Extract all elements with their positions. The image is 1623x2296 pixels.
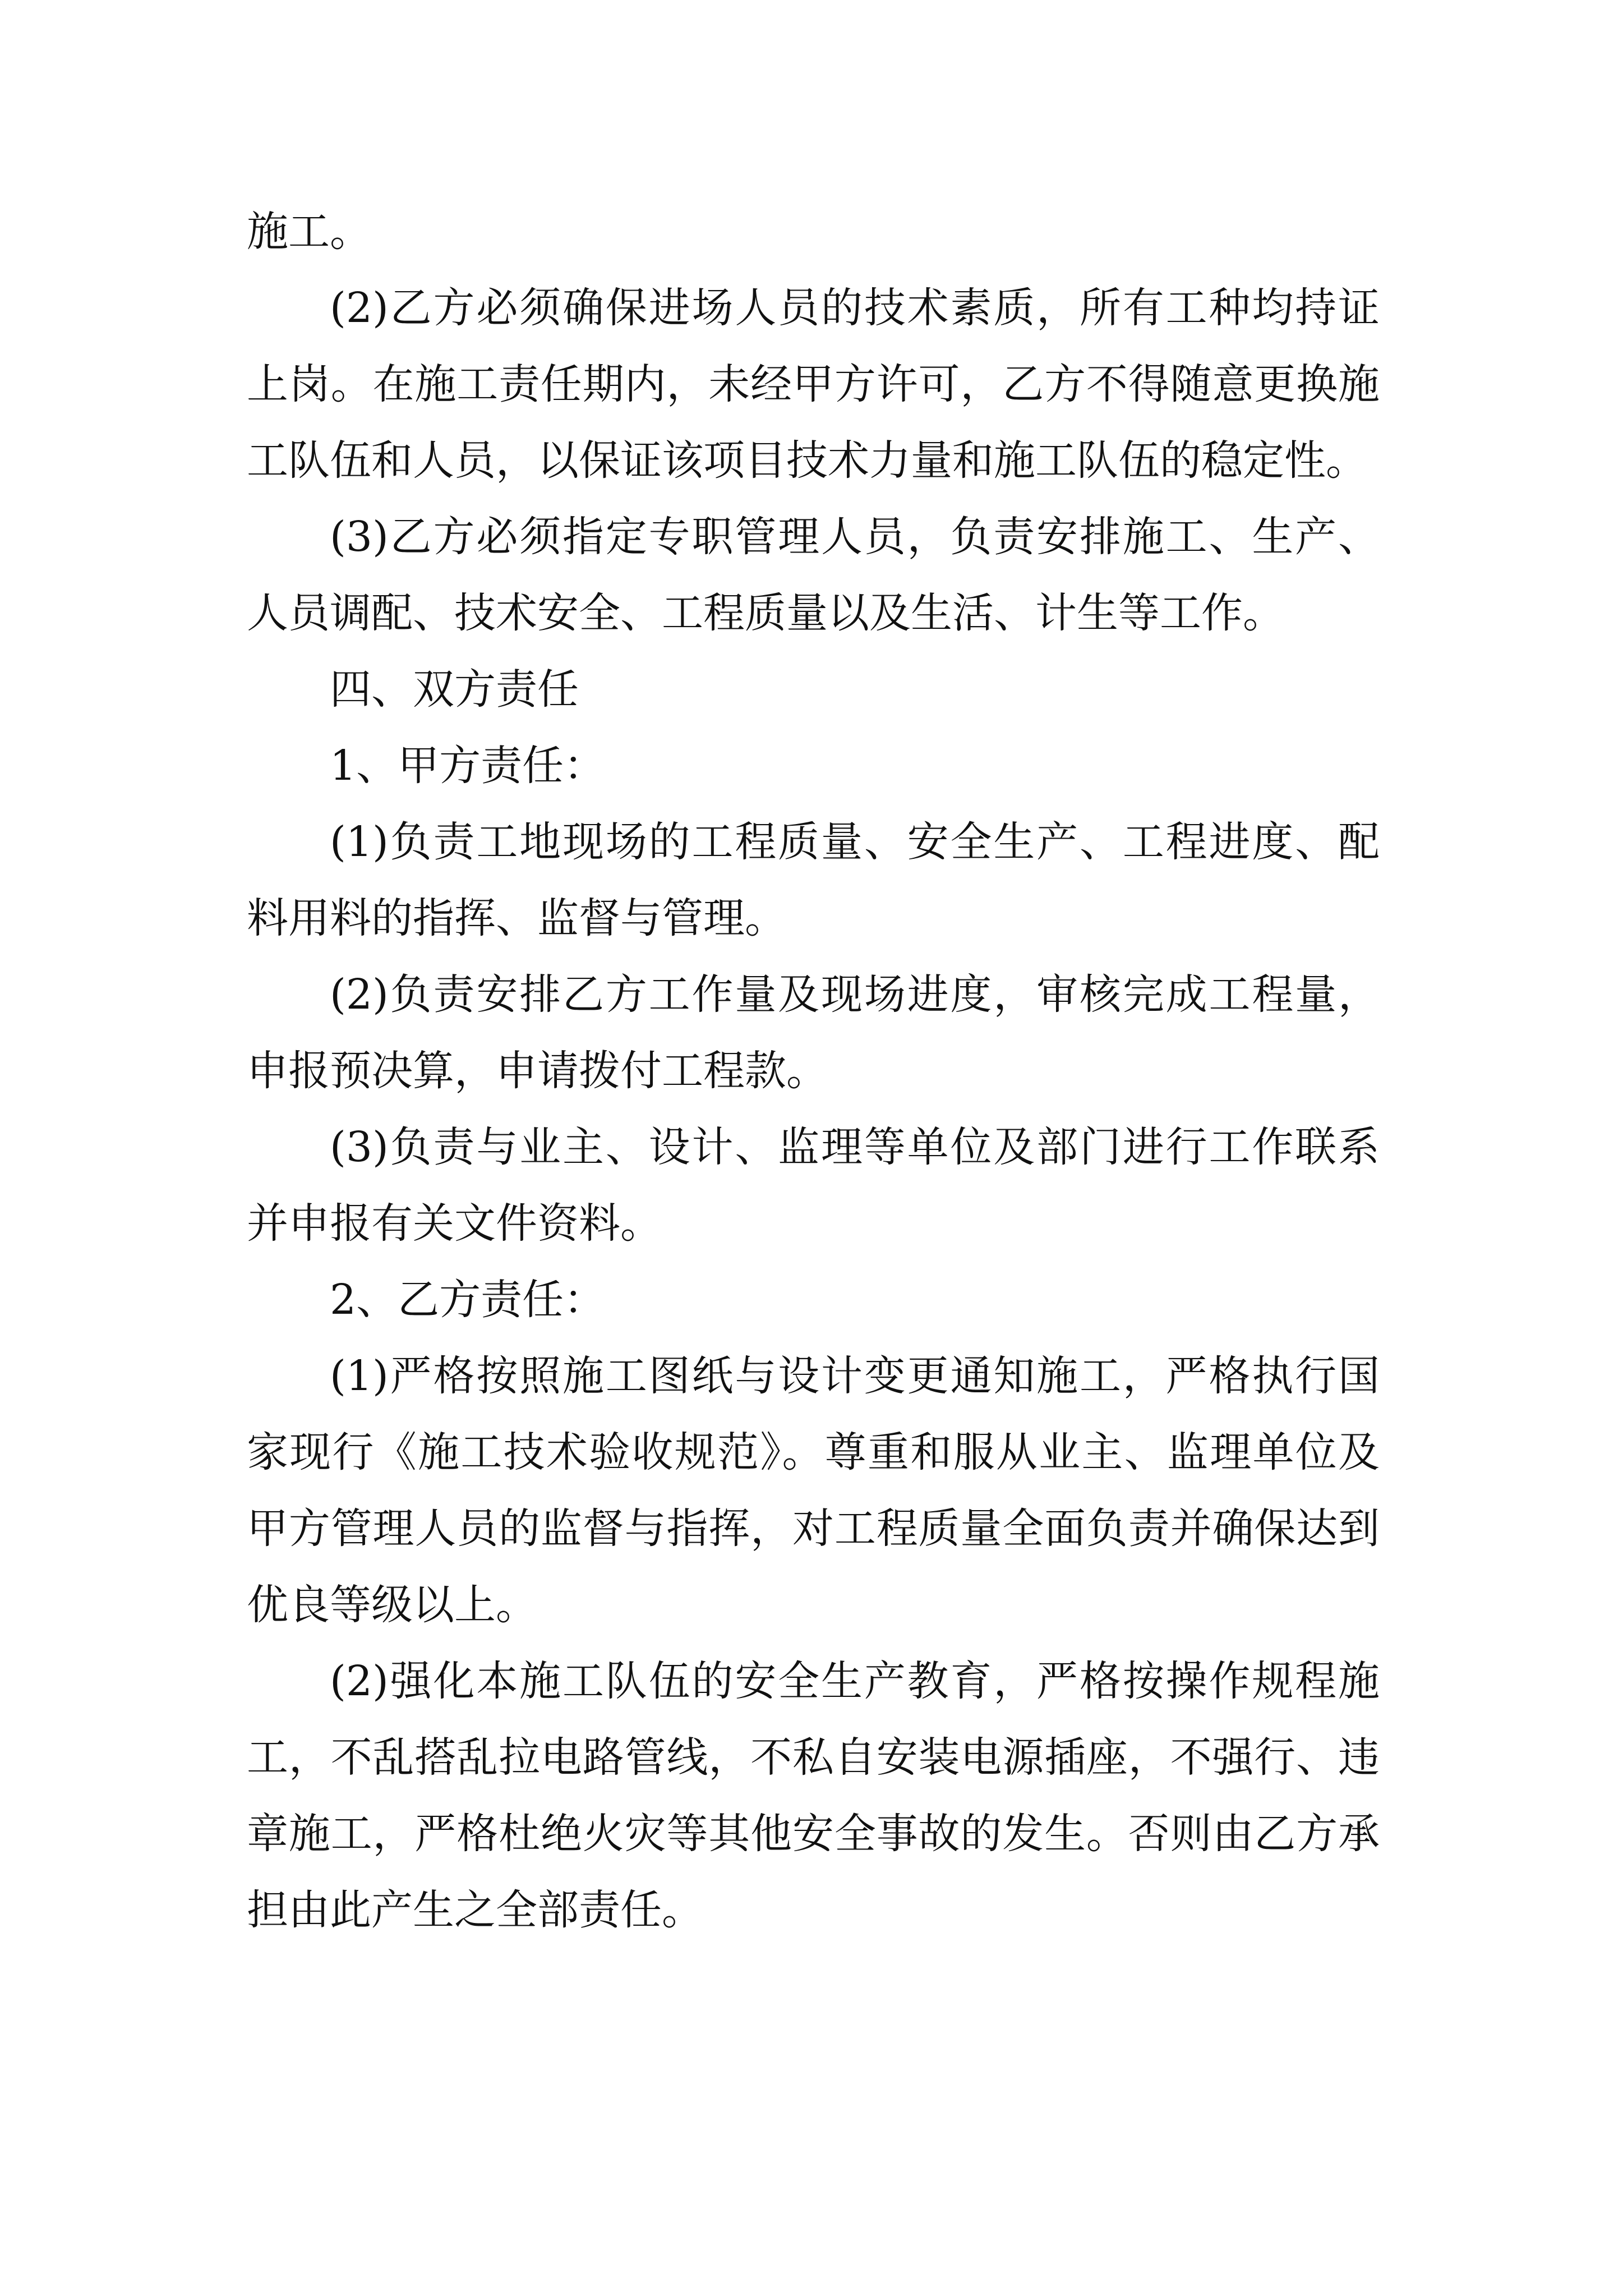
paragraph-party-b-2: (2)强化本施工队伍的安全生产教育，严格按操作规程施工，不乱搭乱拉电路管线，不私自安装电源插座，不强行、违章施工，严格杜绝火灾等其他安全事故的发生。否则由乙方承担由此产生之全部责任。 <box>247 1657 1380 1934</box>
paragraph-party-a-1: (1)负责工地现场的工程质量、安全生产、工程进度、配料用料的指挥、监督与管理。 <box>247 818 1380 942</box>
paragraph-party-a-3: (3)负责与业主、设计、监理等单位及部门进行工作联系并申报有关文件资料。 <box>247 1123 1380 1248</box>
paragraph-party-a-2: (2)负责安排乙方工作量及现场进度，审核完成工程量，申报预决算，申请拨付工程款。 <box>247 970 1380 1095</box>
subsection-heading-party-a: 1、甲方责任： <box>330 742 606 790</box>
subsection-heading-party-b: 2、乙方责任： <box>330 1276 606 1324</box>
paragraph-party-b-1: (1)严格按照施工图纸与设计变更通知施工，严格执行国家现行《施工技术验收规范》。尊重和服从业主、监理单位及甲方管理人员的监督与指挥，对工程质量全面负责并确保达到优良等级以上。 <box>247 1352 1380 1629</box>
paragraph-clause-3-2: (2)乙方必须确保进场人员的技术素质，所有工种均持证上岗。在施工责任期内，未经甲方许可，乙方不得随意更换施工队伍和人员，以保证该项目技术力量和施工队伍的稳定性。 <box>247 284 1380 485</box>
section-heading-4: 四、双方责任 <box>330 665 579 714</box>
document-body <box>247 194 1380 1948</box>
paragraph-clause-3-3: (3)乙方必须指定专职管理人员，负责安排施工、生产、人员调配、技术安全、工程质量以及生活、计生等工作。 <box>247 513 1380 637</box>
paragraph-continuation: 施工。 <box>247 208 371 256</box>
